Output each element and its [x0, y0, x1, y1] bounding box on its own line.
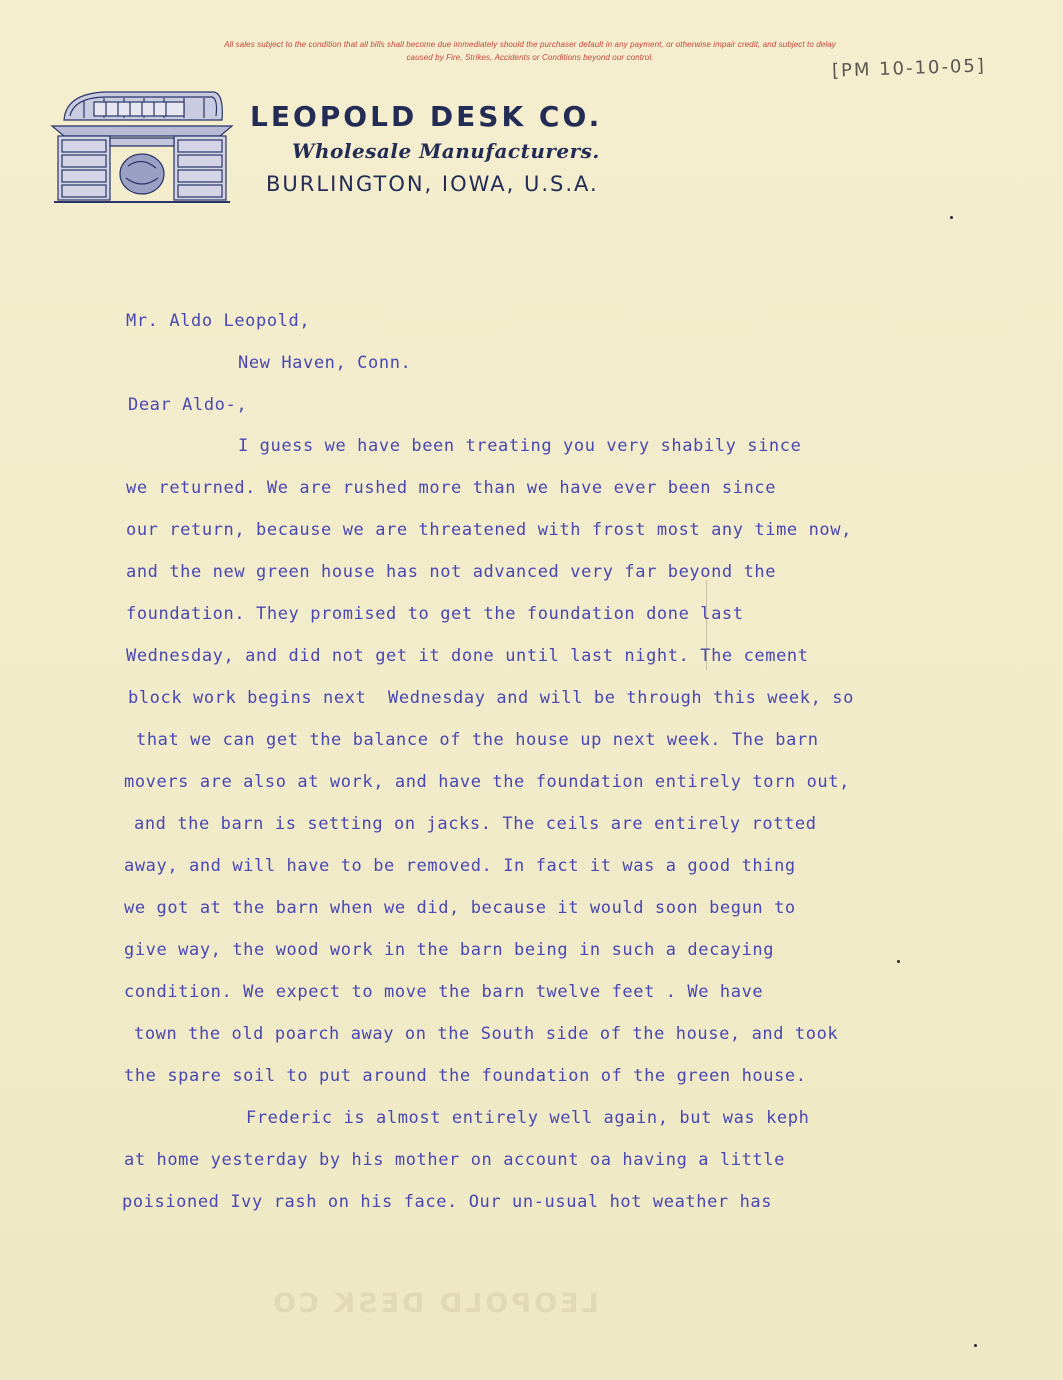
company-subtitle: Wholesale Manufacturers. — [292, 139, 600, 163]
body-line: town the old poarch away on the South side of the house, and took — [134, 1024, 839, 1044]
recipient-city: New Haven, Conn. — [238, 353, 412, 373]
roll-top-desk-icon — [44, 86, 240, 208]
paper-speck — [950, 216, 953, 219]
salutation: Dear Aldo-, — [128, 395, 248, 415]
disclaimer-line-2: caused by Fire, Strikes, Accidents or Conditions beyond our control. — [406, 53, 654, 62]
body-line: we got at the barn when we did, because it would soon begun to — [124, 898, 796, 918]
body-line: the spare soil to put around the foundation of the green house. — [124, 1066, 807, 1086]
archive-note: [PM 10-10-05] — [831, 55, 987, 82]
body-line: our return, because we are threatened with frost most any time now, — [126, 520, 852, 540]
body-line: Frederic is almost entirely well again, but was keph — [246, 1108, 810, 1128]
body-line: away, and will have to be removed. In fact it was a good thing — [124, 856, 796, 876]
show-through-letterhead: LEOPOLD DESK CO — [270, 1288, 599, 1319]
body-line: we returned. We are rushed more than we have ever been since — [126, 478, 777, 498]
disclaimer-line-1: All sales subject to the condition that all bills shall become due immediately should the purchaser default in any payment, or otherwise impair credit, and subject to delay — [224, 40, 836, 49]
body-line: condition. We expect to move the barn twelve feet . We have — [124, 982, 764, 1002]
body-line: and the new green house has not advanced very far beyond the — [126, 562, 777, 582]
body-line: I guess we have been treating you very shabily since — [238, 436, 802, 456]
body-line: movers are also at work, and have the foundation entirely torn out, — [124, 772, 850, 792]
body-line: block work begins next Wednesday and will be through this week, so — [128, 688, 854, 708]
paper-speck — [974, 1344, 977, 1347]
body-line: at home yesterday by his mother on account oa having a little — [124, 1150, 785, 1170]
body-line: that we can get the balance of the house up next week. The barn — [136, 730, 819, 750]
paper-speck — [897, 960, 900, 963]
body-line: Wednesday, and did not get it done until last night. The cement — [126, 646, 809, 666]
sales-disclaimer — [120, 38, 940, 64]
body-line: poisioned Ivy rash on his face. Our un-usual hot weather has — [122, 1192, 773, 1212]
body-line: give way, the wood work in the barn being in such a decaying — [124, 940, 775, 960]
company-name: LEOPOLD DESK CO. — [250, 100, 603, 133]
paper-crease — [706, 580, 707, 670]
body-line: and the barn is setting on jacks. The ceils are entirely rotted — [134, 814, 817, 834]
company-location: BURLINGTON, IOWA, U.S.A. — [266, 172, 599, 196]
body-line: foundation. They promised to get the foundation done last — [126, 604, 744, 624]
recipient-name: Mr. Aldo Leopold, — [126, 311, 311, 331]
